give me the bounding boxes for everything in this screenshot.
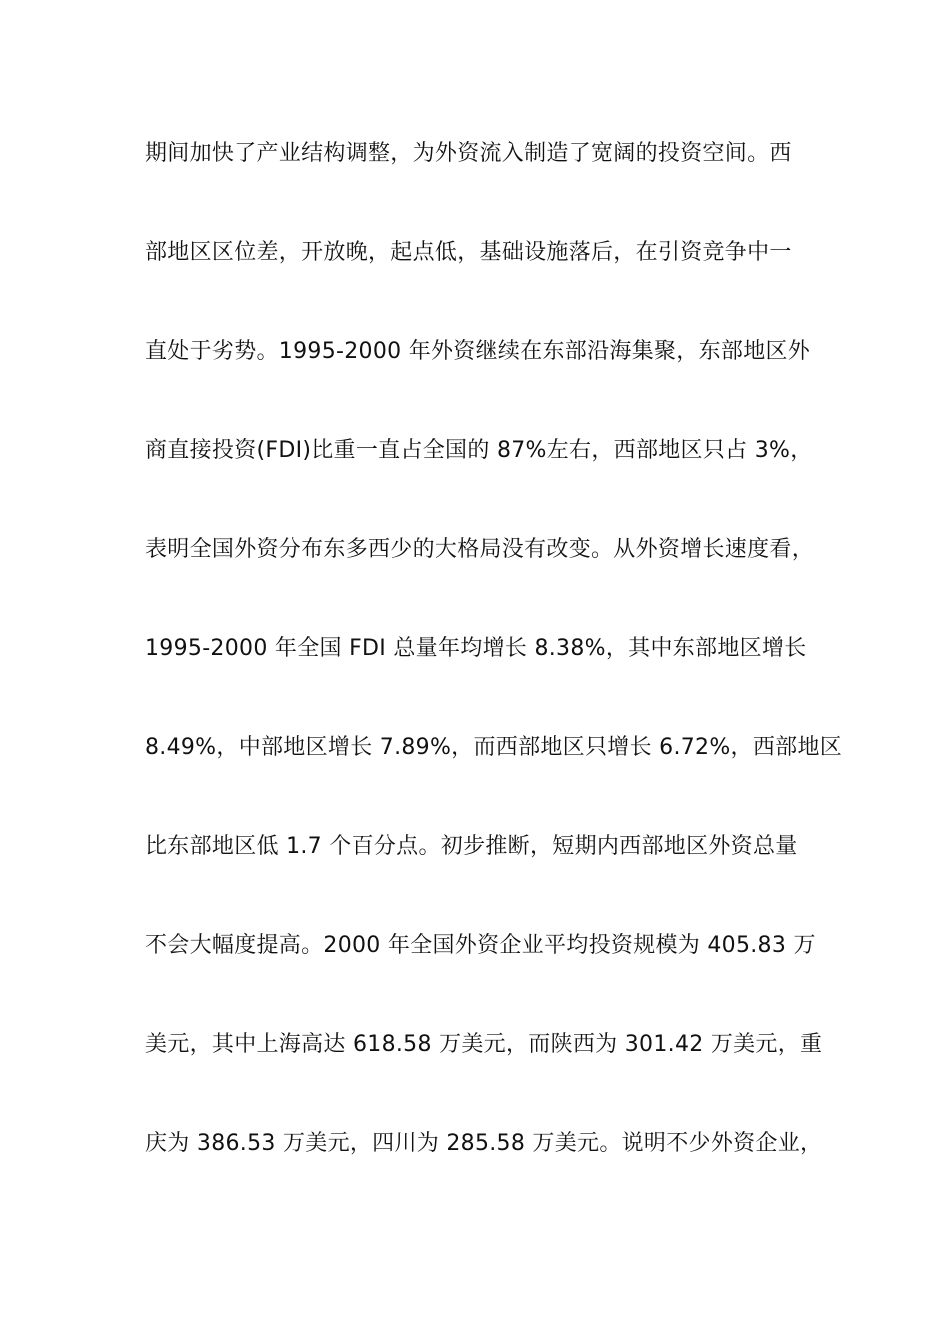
text-line: 部地区区位差，开放晚，起点低，基础设施落后，在引资竞争中一 [145, 240, 792, 265]
body-paragraph [145, 134, 843, 1223]
text-line: 8.49%，中部地区增长 7.89%，而西部地区只增长 6.72%，西部地区 [145, 735, 843, 760]
text-line: 美元，其中上海高达 618.58 万美元，而陕西为 301.42 万美元，重 [145, 1032, 823, 1057]
text-line: 庆为 386.53 万美元，四川为 285.58 万美元。说明不少外资企业， [145, 1131, 823, 1156]
text-line: 1995-2000 年全国 FDI 总量年均增长 8.38%，其中东部地区增长 [145, 636, 807, 661]
text-line: 比东部地区低 1.7 个百分点。初步推断，短期内西部地区外资总量 [145, 834, 798, 859]
text-line: 期间加快了产业结构调整，为外资流入制造了宽阔的投资空间。西 [145, 141, 792, 166]
text-line: 商直接投资(FDI)比重一直占全国的 87%左右，西部地区只占 3%， [145, 438, 813, 463]
text-line: 不会大幅度提高。2000 年全国外资企业平均投资规模为 405.83 万 [145, 933, 816, 958]
text-line: 直处于劣势。1995-2000 年外资继续在东部沿海集聚，东部地区外 [145, 339, 811, 364]
text-line: 表明全国外资分布东多西少的大格局没有改变。从外资增长速度看， [145, 537, 815, 562]
